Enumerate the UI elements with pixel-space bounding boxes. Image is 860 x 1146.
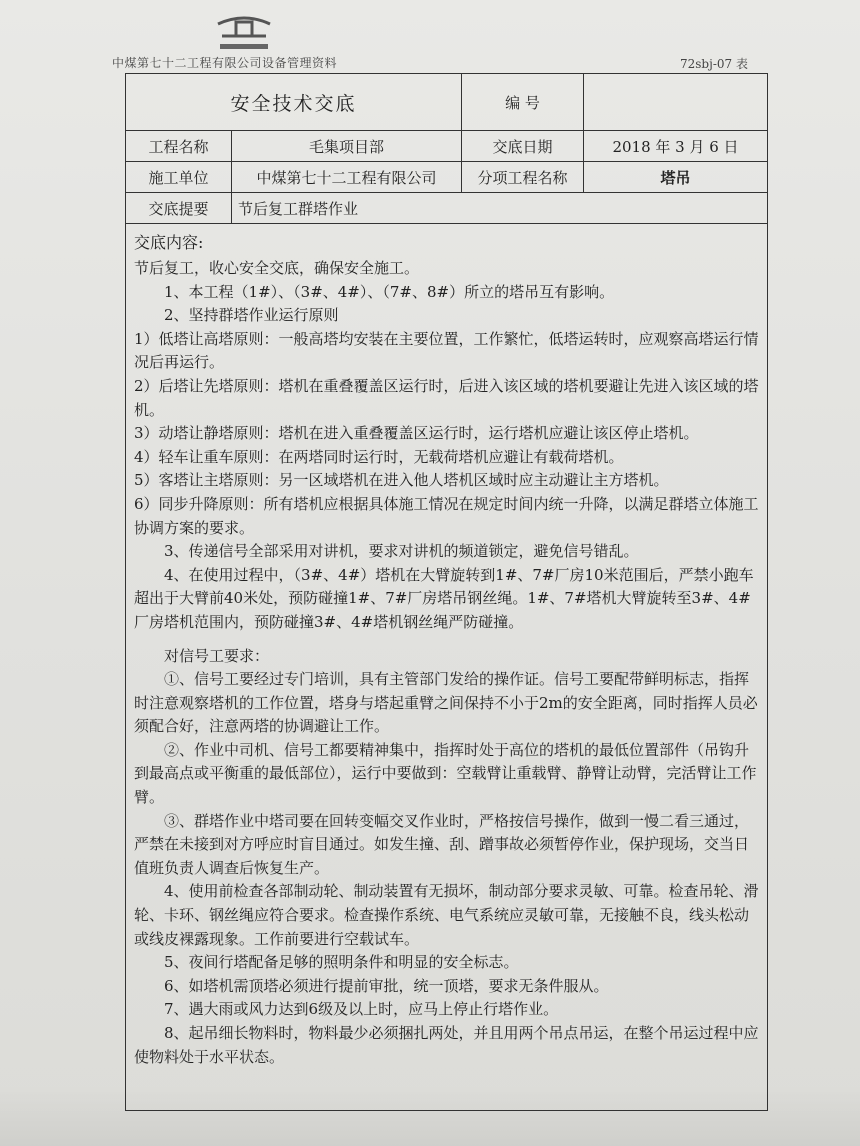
content-paragraph: 7、遇大雨或风力达到6级及以上时，应马上停止行塔作业。 [164, 1000, 559, 1019]
summary-row [126, 193, 768, 224]
content-body [134, 257, 759, 1069]
project-name-label: 工程名称 [126, 131, 232, 162]
company-logo-icon [212, 10, 276, 54]
content-paragraph: 3、传递信号全部采用对讲机，要求对讲机的频道锁定，避免信号错乱。 [164, 542, 639, 561]
content-paragraph: ①、信号工要经过专门培训，具有主管部门发给的操作证。信号工要配带鲜明标志，指挥时注意观察塔机的工作位置，塔身与塔起重臂之间保持不小于2m的安全距离，同时指挥人员必须配合好，注意两塔的协调避让工作。 [134, 670, 758, 736]
content-paragraph: 4）轻车让重车原则：在两塔同时运行时，无载荷塔机应避让有载荷塔机。 [134, 447, 624, 466]
number-label: 编 号 [462, 74, 584, 131]
content-paragraph: 4、使用前检查各部制动轮、制动装置有无损坏，制动部分要求灵敏、可靠。检查吊轮、滑轮、卡环、钢丝绳应符合要求。检查操作系统、电气系统应灵敏可靠，无接触不良，线头松动或线皮裸露现象。工作前要进行空载试车。 [134, 882, 759, 948]
content-label: 交底内容: [134, 233, 204, 252]
content-paragraph: 节后复工，收心安全交底，确保安全施工。 [134, 259, 420, 277]
project-row [126, 131, 768, 162]
unit-value: 中煤第七十二工程有限公司 [232, 162, 462, 193]
content-paragraph: 8、起吊细长物料时，物料最少必须捆扎两处，并且用两个吊点吊运，在整个吊运过程中应使物料处于水平状态。 [134, 1024, 759, 1066]
content-paragraph: 1）低塔让高塔原则：一般高塔均安装在主要位置，工作繁忙，低塔运转时，应观察高塔运行情况后再运行。 [134, 329, 759, 372]
content-paragraph: 2、坚持群塔作业运行原则 [164, 306, 339, 325]
content-paragraph: 6）同步升降原则：所有塔机应根据具体施工情况在规定时间内统一升降，以满足群塔立体施工协调方案的要求。 [134, 494, 759, 537]
date-value: 2018 年 3 月 6 日 [584, 131, 768, 162]
content-paragraph: 4、在使用过程中，（3#、4#）塔机在大臂旋转到1#、7#厂房10米范围后，严禁小跑车超出于大臂前40米处，预防碰撞1#、7#厂房塔吊钢丝绳。1#、7#塔机大臂旋转至3#、4#厂房塔机范围内，预防碰撞3#、4#塔机钢丝绳严防碰撞。 [134, 565, 754, 631]
form-code: 72sbj-07 表 [680, 57, 748, 71]
content-paragraph: 对信号工要求： [164, 646, 270, 665]
sub-item-label: 分项工程名称 [462, 162, 584, 193]
content-paragraph: 5、夜间行塔配备足够的照明条件和明显的安全标志。 [164, 953, 519, 972]
unit-label: 施工单位 [126, 162, 232, 193]
project-name-value: 毛集项目部 [232, 131, 462, 162]
content-paragraph: 5）客塔让主塔原则：另一区域塔机在进入他人塔机区域时应主动避让主方塔机。 [134, 471, 669, 490]
content-paragraph: 6、如塔机需顶塔必须进行提前审批，统一顶塔，要求无条件服从。 [164, 976, 609, 995]
content-row [126, 224, 768, 1111]
unit-row [126, 162, 768, 193]
date-label: 交底日期 [462, 131, 584, 162]
summary-label: 交底提要 [126, 193, 232, 224]
content-paragraph: 1、本工程（1#）、（3#、4#）、（7#、8#）所立的塔吊互有影响。 [164, 282, 615, 301]
content-cell [126, 224, 768, 1111]
safety-briefing-form [125, 73, 768, 1111]
content-paragraph: 3）动塔让静塔原则：塔机在进入重叠覆盖区运行时，运行塔机应避让该区停止塔机。 [134, 424, 699, 443]
sub-item-value: 塔吊 [584, 162, 768, 193]
company-header: 中煤第七十二工程有限公司设备管理资料 [112, 56, 338, 70]
number-value [584, 74, 768, 131]
summary-value: 节后复工群塔作业 [232, 193, 768, 224]
content-paragraph: ②、作业中司机、信号工都要精神集中，指挥时处于高位的塔机的最低位置部件（吊钩升到最高点或平衡重的最低部位），运行中要做到：空载臂让重载臂、静臂让动臂，完活臂让工作臂。 [134, 740, 757, 807]
content-paragraph: 2）后塔让先塔原则：塔机在重叠覆盖区运行时，后进入该区域的塔机要避让先进入该区域的塔机。 [134, 376, 759, 419]
content-paragraph: ③、群塔作业中塔司要在回转变幅交叉作业时，严格按信号操作，做到一慢二看三通过，严禁在未接到对方呼应时盲目通过。如发生撞、刮、蹭事故必须暂停作业，保护现场，交当日值班负责人调查后恢复生产。 [134, 811, 750, 877]
title-row [126, 74, 768, 131]
page-shadow [0, 1085, 860, 1146]
form-title: 安全技术交底 [126, 74, 462, 131]
